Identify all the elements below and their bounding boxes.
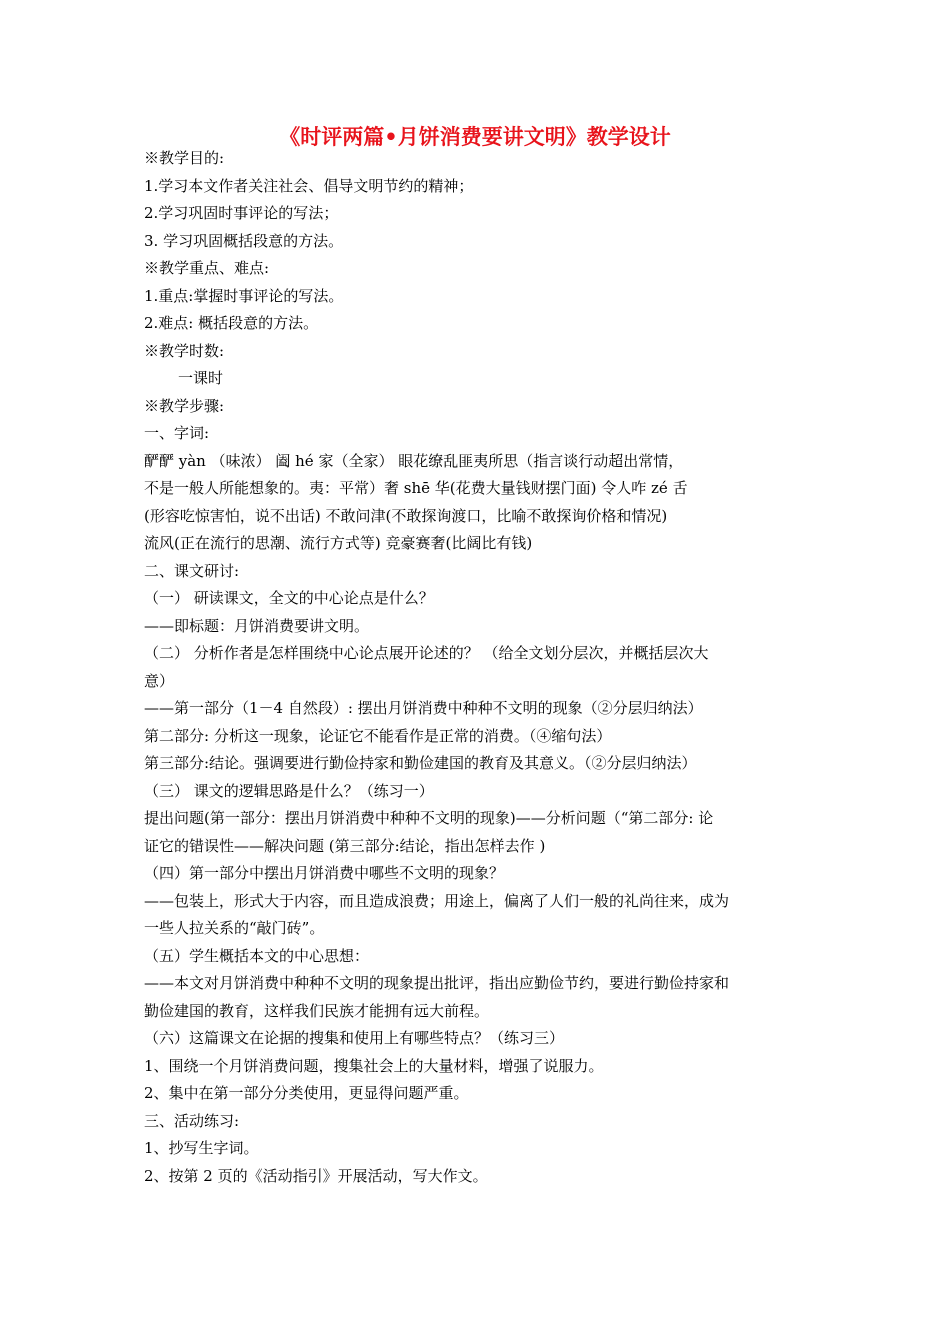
document-body [144, 145, 814, 1190]
answer-3: 提出问题(第一部分：摆出月饼消费中种种不文明的现象)——分析问题（“第二部分: 论 [144, 809, 714, 827]
step-heading-activities: 三、活动练习: [144, 1111, 240, 1130]
vocabulary-line: 不是一般人所能想象的。夷：平常）奢 shē 华(花费大量钱财摆门面) 令人咋 zé 舌 [144, 479, 688, 497]
question-2-continued: 意） [144, 671, 175, 690]
key-point: 1.重点:掌握时事评论的写法。 [144, 286, 344, 305]
vocabulary-line: (形容吃惊害怕，说不出话) 不敢问津(不敢探询渡口，比喻不敢探询价格和情况) [144, 506, 668, 525]
step-heading-discussion: 二、课文研讨: [144, 561, 240, 580]
objective-1: 1.学习本文作者关注社会、倡导文明节约的精神； [144, 176, 474, 195]
activity-1: 1、抄写生字词。 [144, 1139, 259, 1157]
question-5: （五）学生概括本文的中心思想： [144, 946, 370, 965]
answer-3-continued: 证它的错误性——解决问题 (第三部分:结论，指出怎样去作 ) [144, 836, 546, 855]
objective-3: 3. 学习巩固概括段意的方法。 [144, 231, 344, 250]
answer-5: ——本文对月饼消费中种种不文明的现象提出批评，指出应勤俭节约，要进行勤俭持家和 [144, 974, 730, 992]
question-6: （六）这篇课文在论据的搜集和使用上有哪些特点？（练习三） [144, 1029, 565, 1047]
question-4: （四）第一部分中摆出月饼消费中哪些不文明的现象？ [144, 864, 505, 882]
answer-6-point-1: 1、围绕一个月饼消费问题，搜集社会上的大量材料，增强了说服力。 [144, 1056, 604, 1075]
answer-1: ——即标题：月饼消费要讲文明。 [144, 616, 370, 635]
answer-5-continued: 勤俭建国的教育，这样我们民族才能拥有远大前程。 [144, 1001, 490, 1020]
section-heading-steps: ※教学步骤: [144, 396, 225, 415]
vocabulary-line: 流风(正在流行的思潮、流行方式等) 竞豪赛奢(比阔比有钱) [144, 534, 533, 552]
answer-4-continued: 一些人拉关系的“敲门砖”。 [144, 919, 325, 937]
answer-4: ——包装上，形式大于内容，而且造成浪费；用途上，偏离了人们一般的礼尚往来，成为 [144, 891, 730, 910]
hours-value: 一课时 [178, 369, 224, 387]
answer-2-part-2: 第二部分: 分析这一现象，论证它不能看作是正常的消费。（④缩句法） [144, 726, 612, 745]
activity-2: 2、按第 2 页的《活动指引》开展活动，写大作文。 [144, 1166, 488, 1185]
difficult-point: 2.难点: 概括段意的方法。 [144, 314, 319, 332]
section-heading-hours: ※教学时数: [144, 341, 225, 360]
section-heading-key-points: ※教学重点、难点: [144, 259, 270, 277]
section-heading-objectives: ※教学目的: [144, 149, 225, 167]
document-title: 《时评两篇•月饼消费要讲文明》教学设计 [279, 125, 671, 149]
objective-2: 2.学习巩固时事评论的写法； [144, 204, 339, 222]
answer-2-part-1: ——第一部分（1－4 自然段）: 摆出月饼消费中种种不文明的现象（②分层归纳法） [144, 699, 703, 717]
step-heading-vocabulary: 一、字词: [144, 424, 210, 442]
question-3: （三） 课文的逻辑思路是什么？（练习一） [144, 781, 434, 800]
question-1: （一） 研读课文，全文的中心论点是什么？ [144, 589, 434, 607]
vocabulary-line: 酽酽 yàn （味浓） 阖 hé 家（全家） 眼花缭乱匪夷所思（指言谈行动超出常情， [144, 451, 684, 470]
answer-6-point-2: 2、集中在第一部分分类使用，更显得问题严重。 [144, 1084, 469, 1102]
question-2: （二） 分析作者是怎样围绕中心论点展开论述的？ （给全文划分层次，并概括层次大 [144, 644, 709, 662]
answer-2-part-3: 第三部分:结论。强调要进行勤俭持家和勤俭建国的教育及其意义。（②分层归纳法） [144, 754, 697, 772]
